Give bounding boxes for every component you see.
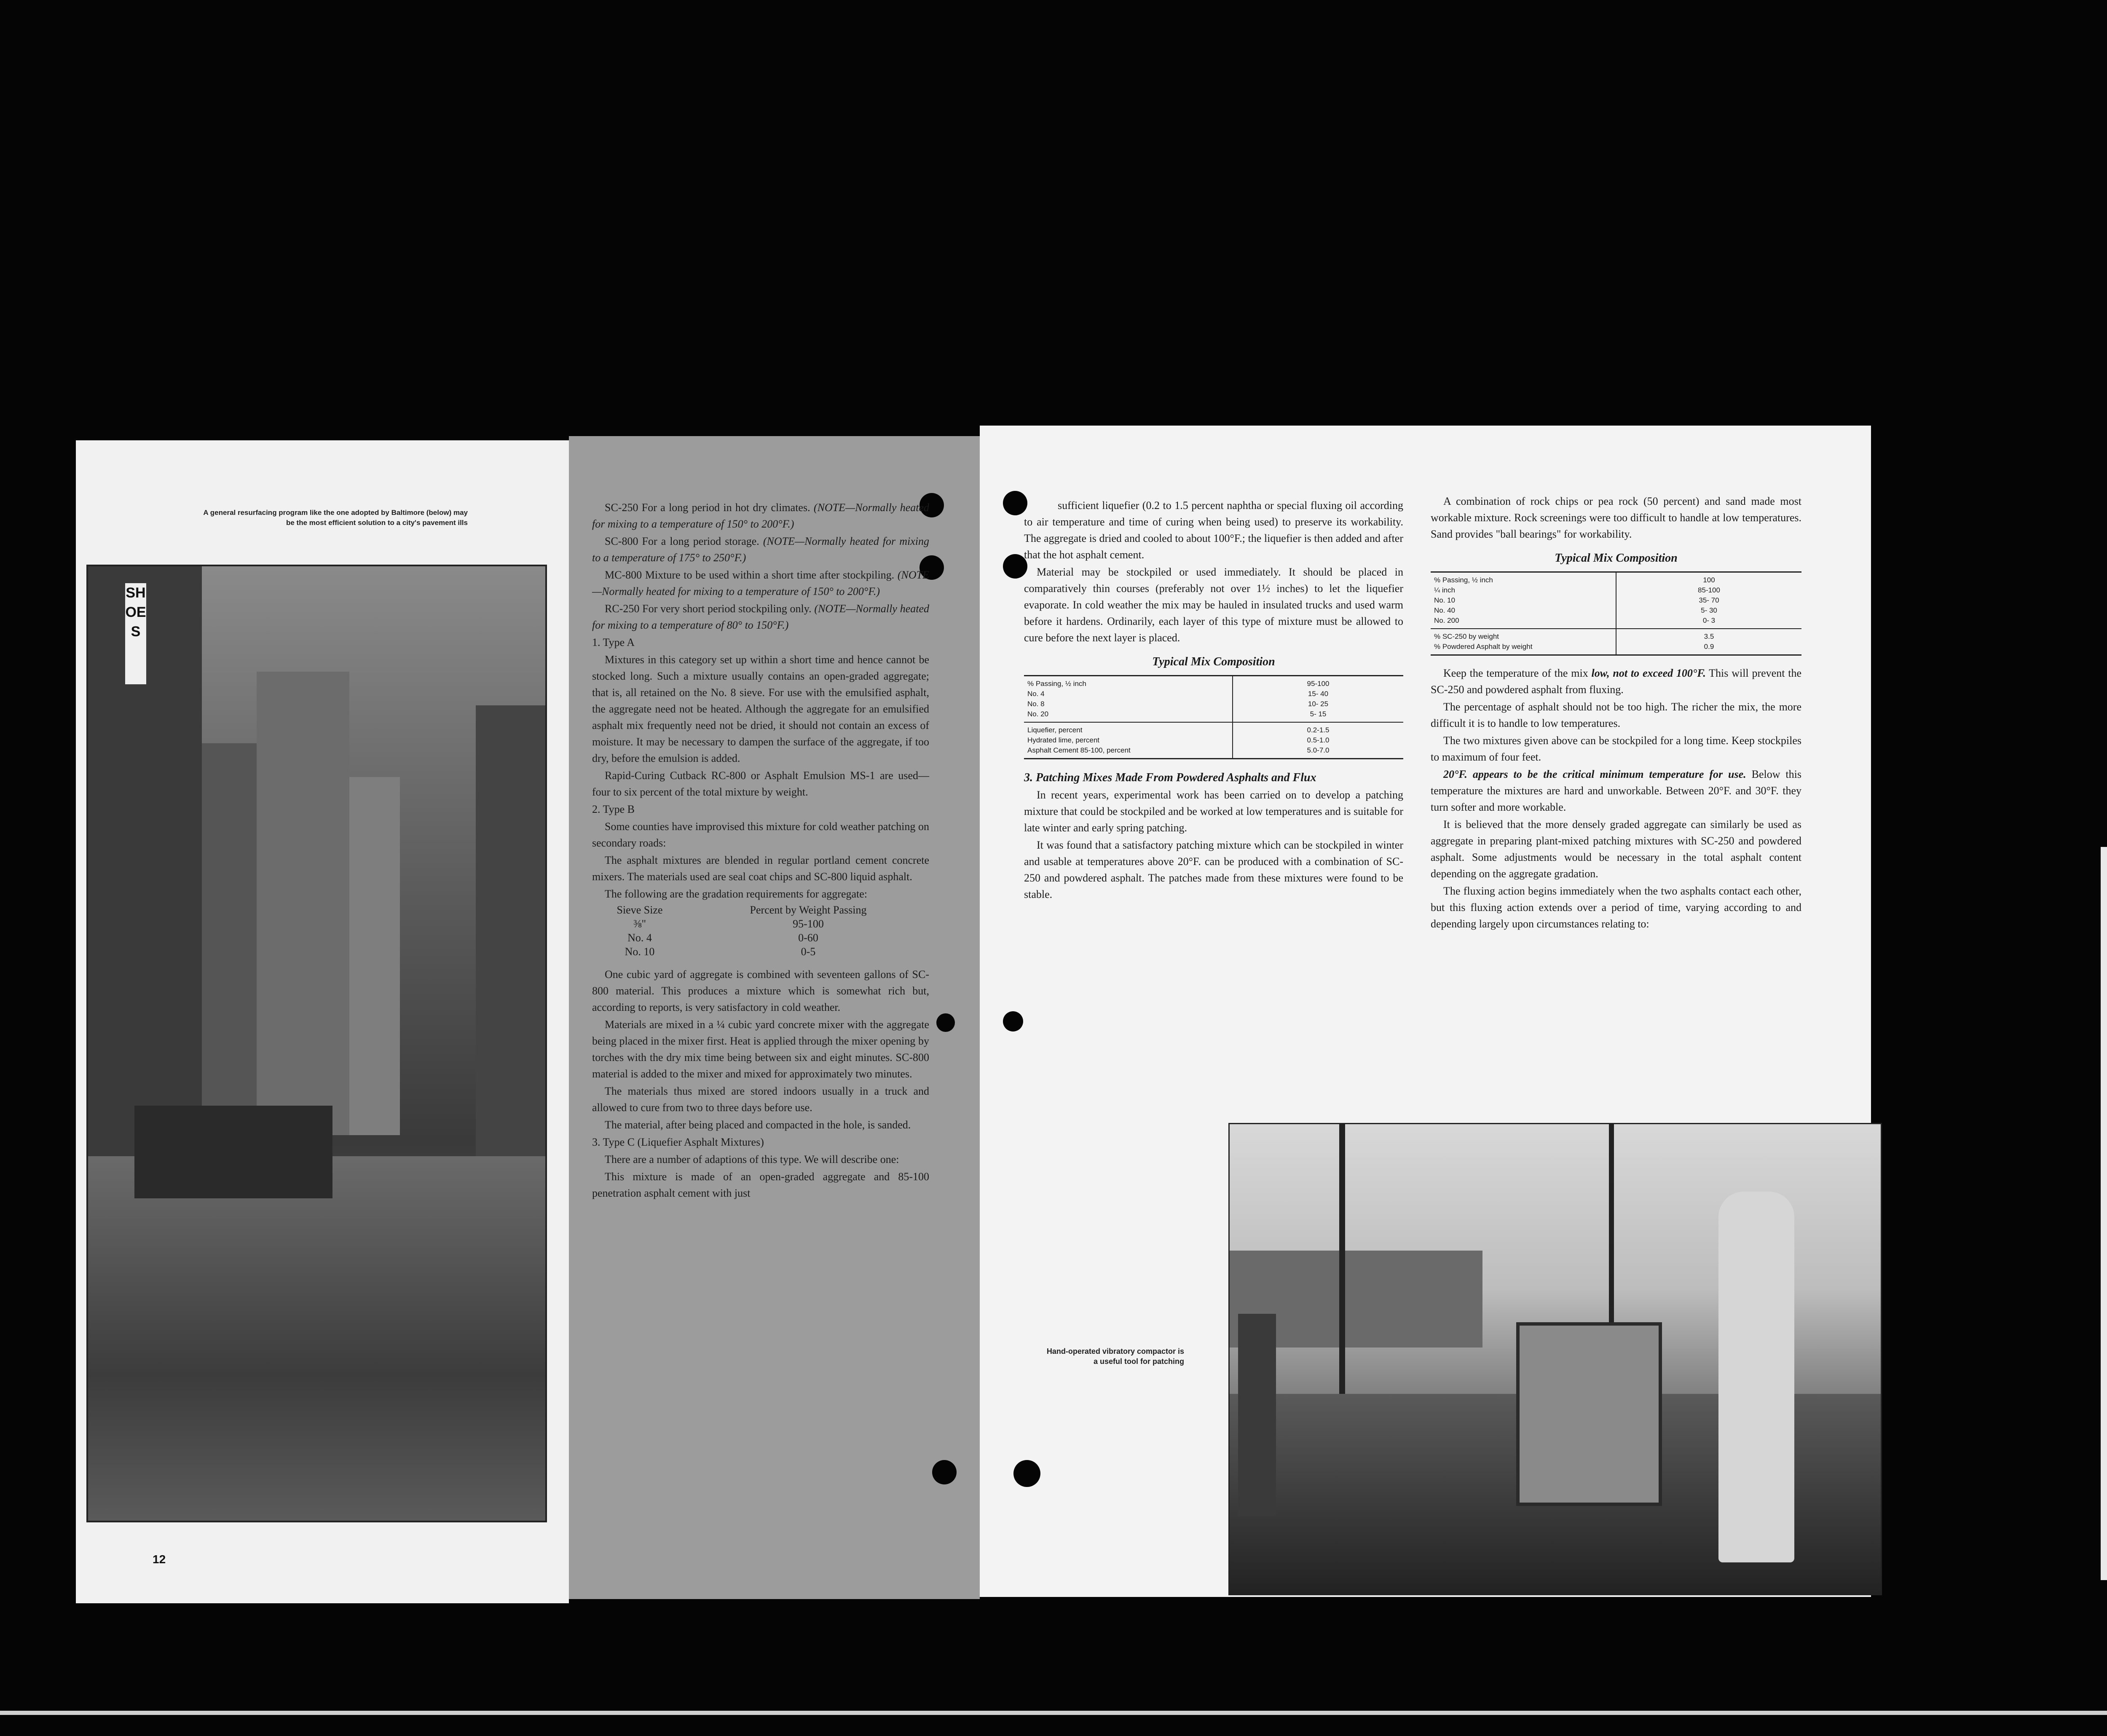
sc250-note: (NOTE—Normally heated for mixing to a temperature of 150° to 200°F.) <box>592 501 929 530</box>
critical-temperature-text <box>1431 766 1801 815</box>
mix-table-1 <box>1024 675 1403 759</box>
sieve-percent: 0-60 <box>798 932 818 944</box>
type-b-text6: The materials thus mixed are stored indoors usually in a truck and allowed to cure from two to three days before use. <box>592 1085 929 1114</box>
sieve-percent: 95-100 <box>793 918 824 930</box>
binder-hole <box>1013 1460 1040 1487</box>
sieve-size: No. 4 <box>627 932 652 944</box>
mix-table-1-title: Typical Mix Composition <box>1152 655 1275 668</box>
stockpile-time-text: The two mixtures given above can be stockpiled for a long time. Keep stockpiles to maximum of four feet. <box>1431 734 1801 763</box>
type-b-heading: 2. Type B <box>592 803 635 815</box>
temperature-text-start: Keep the temperature of the mix <box>1443 667 1588 679</box>
left-photo-caption: A general resurfacing program like the one adopted by Baltimore (below) may be the most efficient solution to a city's pavement ills <box>203 509 468 527</box>
type-a-text2: Rapid-Curing Cutback RC-800 or Asphalt Emulsion MS-1 are used—four to six percent of the total mixture by weight. <box>592 769 929 798</box>
mix-table-1-components: Liquefier, percent Hydrated lime, percent Asphalt Cement 85-100, percent <box>1024 722 1233 759</box>
type-b-text1: Some counties have improvised this mixture for cold weather patching on secondary roads: <box>592 820 929 849</box>
sieve-header-percent: Percent by Weight Passing <box>750 904 867 916</box>
mix-table-1-sieves: % Passing, ½ inch No. 4 No. 8 No. 20 <box>1027 680 1086 718</box>
type-b-text3: The following are the gradation requirements for aggregate: <box>605 888 868 900</box>
critical-temperature-end: Below this temperature the mixtures are hard and unworkable. Between 20°F. and 30°F. they turn softer and more workable. <box>1431 768 1801 813</box>
mix-table-2-sieves: % Passing, ½ inch ¼ inch No. 10 No. 40 No. 200 <box>1434 576 1493 624</box>
binder-hole <box>932 1460 957 1484</box>
sieve-size: No. 10 <box>625 946 655 958</box>
stockpile-text: Material may be stockpiled or used immediately. It should be placed in comparatively thin courses (preferably not over 1½ inches) to let the liquefier evaporate. In cold weather the mix may be hauled in insulated trucks and used warm before it hardens. Ordinarily, each layer of this type of mixture must be allowed to cure before the next layer is placed. <box>1024 566 1403 644</box>
mix-table-2-component-values: 3.5 0.9 <box>1616 629 1801 655</box>
right-text-column-2 <box>1431 493 1801 933</box>
critical-temperature-emphasis: 20°F. appears to be the critical minimum temperature for use. <box>1443 768 1746 780</box>
type-a-heading: 1. Type A <box>592 636 635 648</box>
type-c-text2: This mixture is made of an open-graded aggregate and 85-100 penetration asphalt cement with just <box>592 1171 929 1199</box>
sc800-text: SC-800 For a long period storage. <box>605 535 759 547</box>
temperature-text-emphasis: low, not to exceed 100°F. <box>1591 667 1706 679</box>
patching-mixes-heading: 3. Patching Mixes Made From Powdered Asphalts and Flux <box>1024 771 1316 784</box>
scan-edge-line <box>0 1711 2107 1715</box>
mix-table-2-sieve-values: 100 85-100 35- 70 5- 30 0- 3 <box>1616 572 1801 629</box>
sieve-header-size: Sieve Size <box>617 904 663 916</box>
mc800-note: (NOTE—Normally heated for mixing to a temperature of 150° to 200°F.) <box>592 569 929 597</box>
mc800-text: MC-800 Mixture to be used within a short time after stockpiling. <box>605 569 895 581</box>
table-row <box>592 917 929 931</box>
right-text-column-1 <box>1024 497 1403 903</box>
type-c-text1: There are a number of adaptions of this type. We will describe one: <box>605 1153 899 1165</box>
shoes-sign: SHOES <box>125 583 146 684</box>
sieve-table <box>592 903 929 959</box>
sieve-percent: 0-5 <box>801 946 816 958</box>
right-photo-caption: Hand-operated vibratory compactor is a useful tool for patching <box>1046 1347 1184 1366</box>
sc250-text: SC-250 For a long period in hot dry climates. <box>605 501 810 514</box>
patching-result-text: It was found that a satisfactory patching mixture which can be stockpiled in winter and usable at temperatures above 20°F. can be produced with a combination of SC-250 and powdered asphalt. The patches made from these mixtures were found to be stable. <box>1024 839 1403 900</box>
page-number: 12 <box>153 1553 166 1566</box>
sc800-note: (NOTE—Normally heated for mixing to a temperature of 175° to 250°F.) <box>592 535 930 564</box>
type-b-text2: The asphalt mixtures are blended in regular portland cement concrete mixers. The materials used are seal coat chips and SC-800 liquid asphalt. <box>592 854 929 883</box>
patching-intro-text: In recent years, experimental work has been carried on to develop a patching mixture that could be stockpiled and be worked at low temperatures and is suitable for late winter and early spring patching. <box>1024 789 1403 834</box>
type-a-text: Mixtures in this category set up within a short time and hence cannot be stocked long. Such a mixture usually contains an open-graded aggregate; that is, all retained on the No. 8 sieve. For use with the emulsified asphalt, the aggregate need not be heated. Although the aggregate for an emulsified asphalt mix frequently need not be dried, it should not contain an excess of moisture. It may be necessary to dampen the surface of the aggregate, if too dry, before the emulsion is added. <box>592 654 929 764</box>
archive-label-card <box>2101 847 2107 1580</box>
mix-table-2 <box>1431 571 1801 656</box>
dense-graded-text: It is believed that the more densely graded aggregate can similarly be used as aggregate in preparing plant-mixed patching mixtures with SC-250 and powdered asphalt. Some adjustments would be necessary in the total asphalt content depending on the aggregate gradation. <box>1431 818 1801 880</box>
rc250-text: RC-250 For very short period stockpiling only. <box>605 603 812 615</box>
type-c-heading: 3. Type C (Liquefier Asphalt Mixtures) <box>592 1136 764 1148</box>
rock-chips-text: A combination of rock chips or pea rock (50 percent) and sand made most workable mixture. Rock screenings were too difficult to handle at low temperatures. Sand provides "ball bearings" for workability. <box>1431 495 1801 540</box>
mix-table-2-title: Typical Mix Composition <box>1555 552 1678 565</box>
binder-hole <box>936 1013 955 1032</box>
binder-hole <box>1003 1011 1023 1031</box>
type-b-text5: Materials are mixed in a ¼ cubic yard concrete mixer with the aggregate being placed in the mixer first. Heat is applied through the mixer opening by torches with the dry mix time being between six and eight minutes. SC-800 material is added to the mixer and mixed for approximately two minutes. <box>592 1018 929 1080</box>
mix-table-1-component-values: 0.2-1.5 0.5-1.0 5.0-7.0 <box>1233 722 1403 759</box>
street-resurfacing-photo <box>86 565 547 1522</box>
fluxing-action-text: The fluxing action begins immediately when the two asphalts contact each other, but this fluxing action extends over a period of time, varying according to and depending largely upon circumstances relating to: <box>1431 885 1801 930</box>
mix-table-1-sieve-values: 95-100 15- 40 10- 25 5- 15 <box>1233 676 1403 723</box>
sieve-size: ⅜" <box>633 918 646 930</box>
temperature-text-end: This will prevent the SC-250 and powdered asphalt from fluxing. <box>1431 667 1802 696</box>
temperature-text <box>1431 665 1801 698</box>
table-row <box>592 931 929 945</box>
asphalt-percentage-text: The percentage of asphalt should not be too high. The richer the mix, the more difficult it is to handle to low temperatures. <box>1431 701 1801 729</box>
liquefier-text: sufficient liquefier (0.2 to 1.5 percent naphtha or special fluxing oil according to air temperature and time of curing when being used) to preserve its workability. The aggregate is dried and cooled to about 100°F.; the liquefier is then added and after that the hot asphalt cement. <box>1024 499 1403 561</box>
type-b-text4: One cubic yard of aggregate is combined with seventeen gallons of SC-800 material. This produces a mixture which is somewhat rich but, according to reports, is very satisfactory in cold weather. <box>592 968 929 1013</box>
table-row <box>592 945 929 959</box>
middle-text-column <box>592 499 929 1202</box>
type-b-text7: The material, after being placed and compacted in the hole, is sanded. <box>605 1119 911 1131</box>
mix-table-2-components: % SC-250 by weight % Powdered Asphalt by weight <box>1431 629 1616 655</box>
vibratory-compactor-photo <box>1228 1123 1882 1595</box>
rc250-note: (NOTE—Normally heated for mixing to a temperature of 80° to 150°F.) <box>592 603 930 631</box>
